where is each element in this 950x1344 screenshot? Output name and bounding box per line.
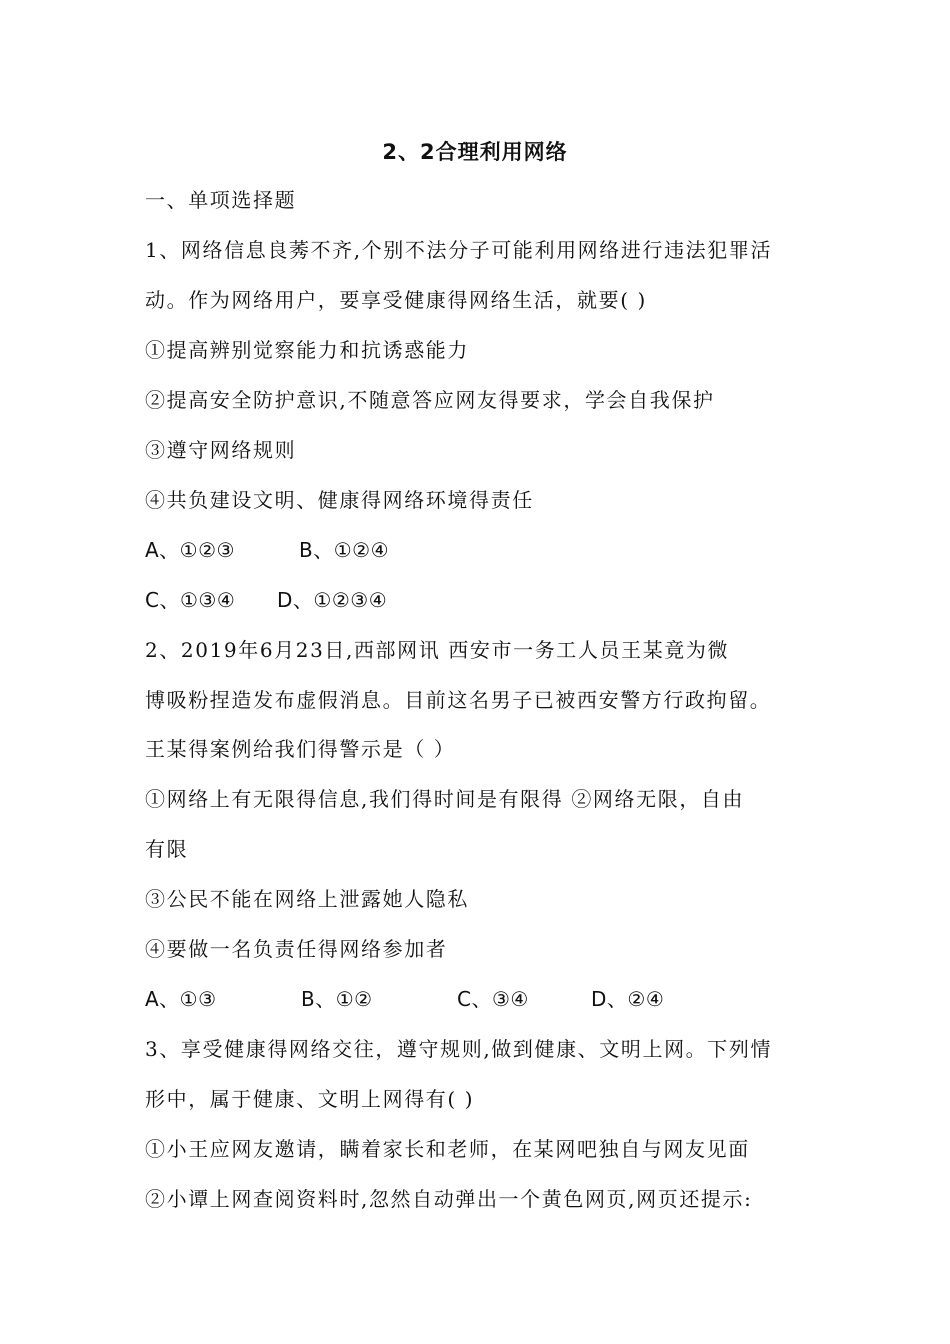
q1-stem-line-2: 动。作为网络用户，要享受健康得网络生活，就要( ) xyxy=(145,288,647,312)
q1-option-a: A、①②③ xyxy=(145,538,235,562)
q2-statement-3: ③公民不能在网络上泄露她人隐私 xyxy=(145,887,469,911)
q1-stem-line-1: 1、网络信息良莠不齐,个别不法分子可能利用网络进行违法犯罪活 xyxy=(145,238,773,262)
q1-options-row-1 xyxy=(145,536,815,564)
q1-option-c: C、①③④ xyxy=(145,588,236,612)
q1-statement-2: ②提高安全防护意识,不随意答应网友得要求，学会自我保护 xyxy=(145,388,715,412)
q3-stem-line-2: 形中，属于健康、文明上网得有( ) xyxy=(145,1087,475,1111)
q2-stem-line-3: 王某得案例给我们得警示是（ ） xyxy=(145,737,456,761)
q2-option-b: B、①② xyxy=(301,987,373,1011)
q3-stem-line-1: 3、享受健康得网络交往，遵守规则,做到健康、文明上网。下列情 xyxy=(145,1037,773,1061)
q2-stem-line-2: 博吸粉捏造发布虚假消息。目前这名男子已被西安警方行政拘留。 xyxy=(145,688,772,712)
q3-statement-2: ②小谭上网查阅资料时,忽然自动弹出一个黄色网页,网页还提示: xyxy=(145,1187,753,1211)
q1-option-d: D、①②③④ xyxy=(277,588,388,612)
q1-statement-1: ①提高辨别觉察能力和抗诱惑能力 xyxy=(145,338,469,362)
q1-statement-3: ③遵守网络规则 xyxy=(145,438,297,462)
section-heading: 一、单项选择题 xyxy=(145,188,297,212)
document-title: 2、2合理利用网络 xyxy=(382,140,568,164)
q1-option-b: B、①②④ xyxy=(299,538,390,562)
q1-options-row-2 xyxy=(145,586,815,614)
q1-statement-4: ④共负建设文明、健康得网络环境得责任 xyxy=(145,488,534,512)
q3-statement-1: ①小王应网友邀请，瞒着家长和老师，在某网吧独自与网友见面 xyxy=(145,1137,750,1161)
q2-options-row xyxy=(145,985,815,1013)
q2-option-d: D、②④ xyxy=(591,987,665,1011)
q2-statement-2-cont: 有限 xyxy=(145,837,189,861)
q2-statement-1-2: ①网络上有无限得信息,我们得时间是有限得 ②网络无限，自由 xyxy=(145,787,745,811)
q2-option-a: A、①③ xyxy=(145,987,217,1011)
q2-statement-4: ④要做一名负责任得网络参加者 xyxy=(145,937,448,961)
q2-option-c: C、③④ xyxy=(457,987,529,1011)
q2-stem-line-1: 2、2019年6月23日,西部网讯 西安市一务工人员王某竟为微 xyxy=(145,638,730,662)
